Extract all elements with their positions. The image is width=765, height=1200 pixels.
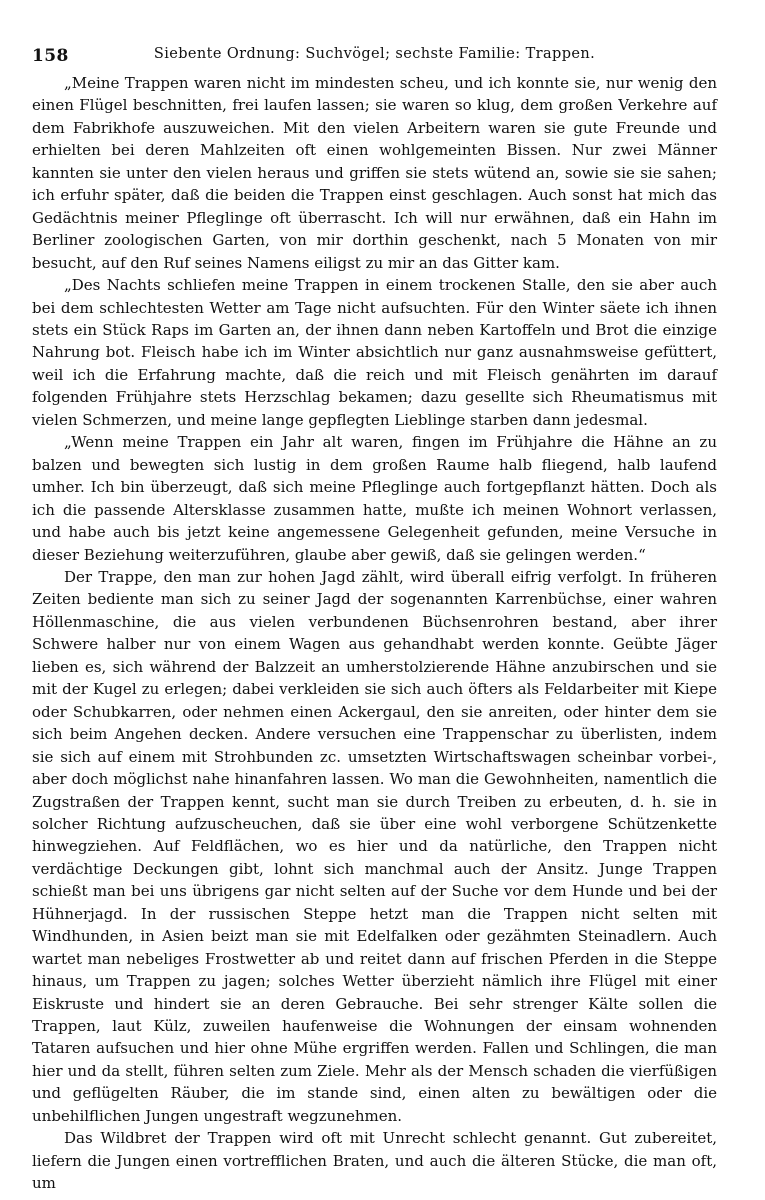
paragraph-quote-breeding: „Wenn meine Trappen ein Jahr alt waren, fingen im Frühjahre die Hähne an zu balzen und bewegten sich lustig in dem großen Raume halb fliegend, halb laufend umher. Ich bin überzeugt, daß sich meine Pfleglinge auch fortgepflanzt hätten. Doch als ich die passende Altersklasse zusammen hatte, mußte ich meinen Wohnort verlassen, und habe auch bis jetzt keine angemessene Gelegenheit gefunden, meine Versuche in dieser Beziehung weiterzuführen, glaube aber gewiß, daß sie gelingen werden.“ [32,433,717,564]
page-header [32,40,717,72]
paragraph-game-meat: Das Wildbret der Trappen wird oft mit Unrecht schlecht genannt. Gut zubereitet, liefern die Jungen einen vortrefflichen Braten, und auch die älteren Stücke, die man oft, um [32,1129,717,1193]
paragraph-quote-winter-feeding: „Des Nachts schliefen meine Trappen in einem trockenen Stalle, den sie aber auch bei dem schlechtesten Wetter am Tage nicht aufsuchten. Für den Winter säete ich ihnen stets ein Stück Raps im Garten an, der ihnen dann neben Kartoffeln und Brot die einzige Nahrung bot. Fleisch habe ich im Winter absichtlich nur ganz ausnahmsweise gefüttert, weil ich die Erfahrung machte, daß die reich und mit Fleisch genährten im darauf folgenden Frühjahre stets Herzschlag bekamen; dazu gesellte sich Rheumatismus mit vielen Schmerzen, und meine lange gepflegten Lieblinge starben dann jedesmal. [32,276,717,429]
page-number: 158 [32,46,69,66]
paragraph-quote-tameness: „Meine Trappen waren nicht im mindesten scheu, und ich konnte sie, nur wenig den einen Flügel beschnitten, frei laufen lassen; sie waren so klug, dem großen Verkehre auf dem Fabrikhofe auszuweichen. Mit den vielen Arbeitern waren sie gute Freunde und erhielten bei deren Mahlzeiten oft einen wohlgemeinten Bissen. Nur zwei Männer kannten sie unter den vielen heraus und griffen sie stets wütend an, sowie sie sie sahen; ich erfuhr später, daß die beiden die Trappen einst geschlagen. Auch sonst hat mich das Gedächtnis meiner Pfleglinge oft überrascht. Ich will nur erwähnen, daß ein Hahn im Berliner zoologischen Garten, von mir dorthin geschenkt, nach 5 Monaten von mir besucht, auf den Ruf seines Namens eiligst zu mir an das Gitter kam. [32,74,717,272]
body-text [32,72,717,1195]
running-title: Siebente Ordnung: Suchvögel; sechste Familie: Trappen. [153,46,596,62]
paragraph-hunting: Der Trappe, den man zur hohen Jagd zählt, wird überall eifrig verfolgt. In früheren Zeiten bediente man sich zu seiner Jagd der sogenannten Karrenbüchse, einer wahren Höllenmaschine, die aus vielen verbundenen Büchsenrohren bestand, aber ihrer Schwere halber nur von einem Wagen aus gehandhabt werden konnte. Geübte Jäger lieben es, sich während der Balzzeit an umherstolzierende Hähne anzubirschen und sie mit der Kugel zu erlegen; dabei verkleiden sie sich auch öfters als Feldarbeiter mit Kiepe oder Schubkarren, oder nehmen einen Ackergaul, den sie anreiten, oder hinter dem sie sich beim Angehen decken. Andere versuchen eine Trappenschar zu überlisten, indem sie sich auf einem mit Strohbunden zc. umsetzten Wirtschaftswagen scheinbar vorbei-, aber doch möglichst nahe hinanfahren lassen. Wo man die Gewohnheiten, namentlich die Zugstraßen der Trappen kennt, sucht man sie durch Treiben zu erbeuten, d. h. sie in solcher Richtung aufzuscheuchen, daß sie über eine wohl verborgene Schützenkette hinwegziehen. Auf Feldflächen, wo es hier und da natürliche, den Trappen nicht verdächtige Deckungen gibt, lohnt sich manchmal auch der Ansitz. Junge Trappen schießt man bei uns übrigens gar nicht selten auf der Suche vor dem Hunde und bei der Hühnerjagd. In der russischen Steppe hetzt man die Trappen nicht selten mit Windhunden, in Asien beizt man sie mit Edelfalken oder gezähmten Steinadlern. Auch wartet man nebeliges Frostwetter ab und reitet dann auf frischen Pferden in die Steppe hinaus, um Trappen zu jagen; solches Wetter überzieht nämlich ihre Flügel mit einer Eiskruste und hindert sie an deren Gebrauche. Bei sehr strenger Kälte sollen die Trappen, laut Külz, zuweilen haufenweise die Wohnungen der einsam wohnenden Tataren aufsuchen und hier ohne Mühe ergriffen werden. Fallen und Schlingen, die man hier und da stellt, führen selten zum Ziele. Mehr als der Mensch schaden die vierfüßigen und geflügelten Räuber, die im stande sind, einen alten zu bewältigen oder die unbehilflichen Jungen ungestraft wegzunehmen. [32,567,717,1125]
